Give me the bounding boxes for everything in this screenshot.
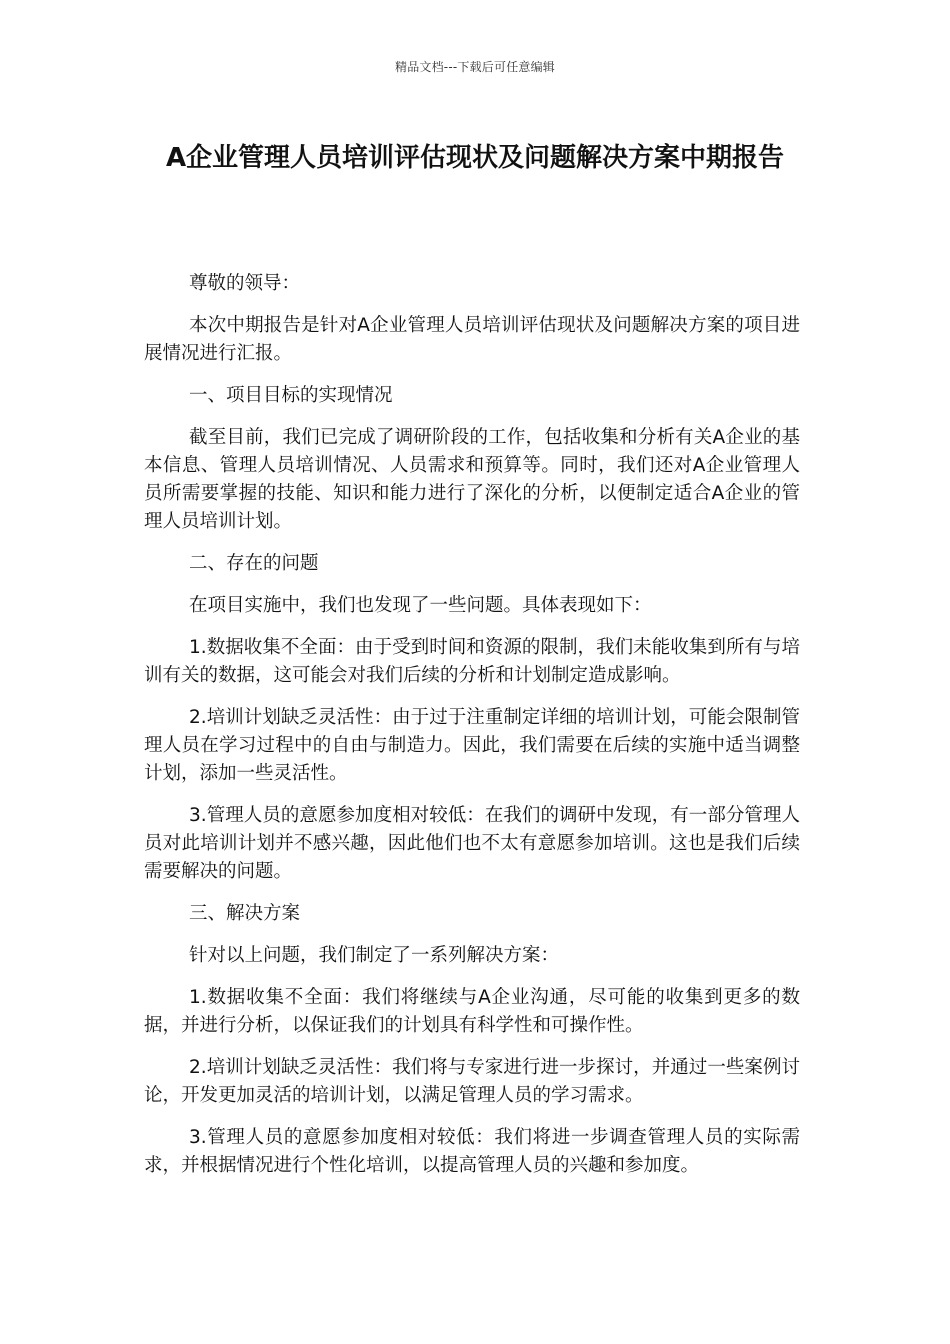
problem-item-3: 3.管理人员的意愿参加度相对较低：在我们的调研中发现，有一部分管理人员对此培训计划并不感兴趣，因此他们也不太有意愿参加培训。这也是我们后续需要解决的问题。 bbox=[144, 805, 800, 882]
document-title: A企业管理人员培训评估现状及问题解决方案中期报告 bbox=[165, 143, 785, 173]
problem-item-2: 2.培训计划缺乏灵活性：由于过于注重制定详细的培训计划，可能会限制管理人员在学习过程中的自由与制造力。因此，我们需要在后续的实施中适当调整计划，添加一些灵活性。 bbox=[144, 707, 800, 784]
section-heading-2: 二、存在的问题 bbox=[189, 553, 319, 574]
intro-paragraph: 本次中期报告是针对A企业管理人员培训评估现状及问题解决方案的项目进展情况进行汇报。 bbox=[144, 315, 800, 364]
section-heading-3: 三、解决方案 bbox=[189, 903, 301, 924]
section-1-paragraph: 截至目前，我们已完成了调研阶段的工作，包括收集和分析有关A企业的基本信息、管理人员培训情况、人员需求和预算等。同时，我们还对A企业管理人员所需要掌握的技能、知识和能力进行了深化的分析，以便制定适合A企业的管理人员培训计划。 bbox=[144, 427, 800, 532]
problems-intro: 在项目实施中，我们也发现了一些问题。具体表现如下： bbox=[189, 595, 652, 616]
document-body bbox=[144, 270, 800, 1194]
solution-item-3: 3.管理人员的意愿参加度相对较低：我们将进一步调查管理人员的实际需求，并根据情况进行个性化培训，以提高管理人员的兴趣和参加度。 bbox=[144, 1127, 800, 1176]
header-note: 精品文档---下载后可任意编辑 bbox=[395, 60, 555, 74]
salutation: 尊敬的领导： bbox=[189, 273, 301, 294]
problem-item-1: 1.数据收集不全面：由于受到时间和资源的限制，我们未能收集到所有与培训有关的数据，这可能会对我们后续的分析和计划制定造成影响。 bbox=[144, 637, 800, 686]
section-heading-1: 一、项目目标的实现情况 bbox=[189, 385, 393, 406]
solutions-intro: 针对以上问题，我们制定了一系列解决方案： bbox=[189, 945, 560, 966]
solution-item-2: 2.培训计划缺乏灵活性：我们将与专家进行进一步探讨，并通过一些案例讨论，开发更加灵活的培训计划，以满足管理人员的学习需求。 bbox=[144, 1057, 800, 1106]
solution-item-1: 1.数据收集不全面：我们将继续与A企业沟通，尽可能的收集到更多的数据，并进行分析，以保证我们的计划具有科学性和可操作性。 bbox=[144, 987, 800, 1036]
